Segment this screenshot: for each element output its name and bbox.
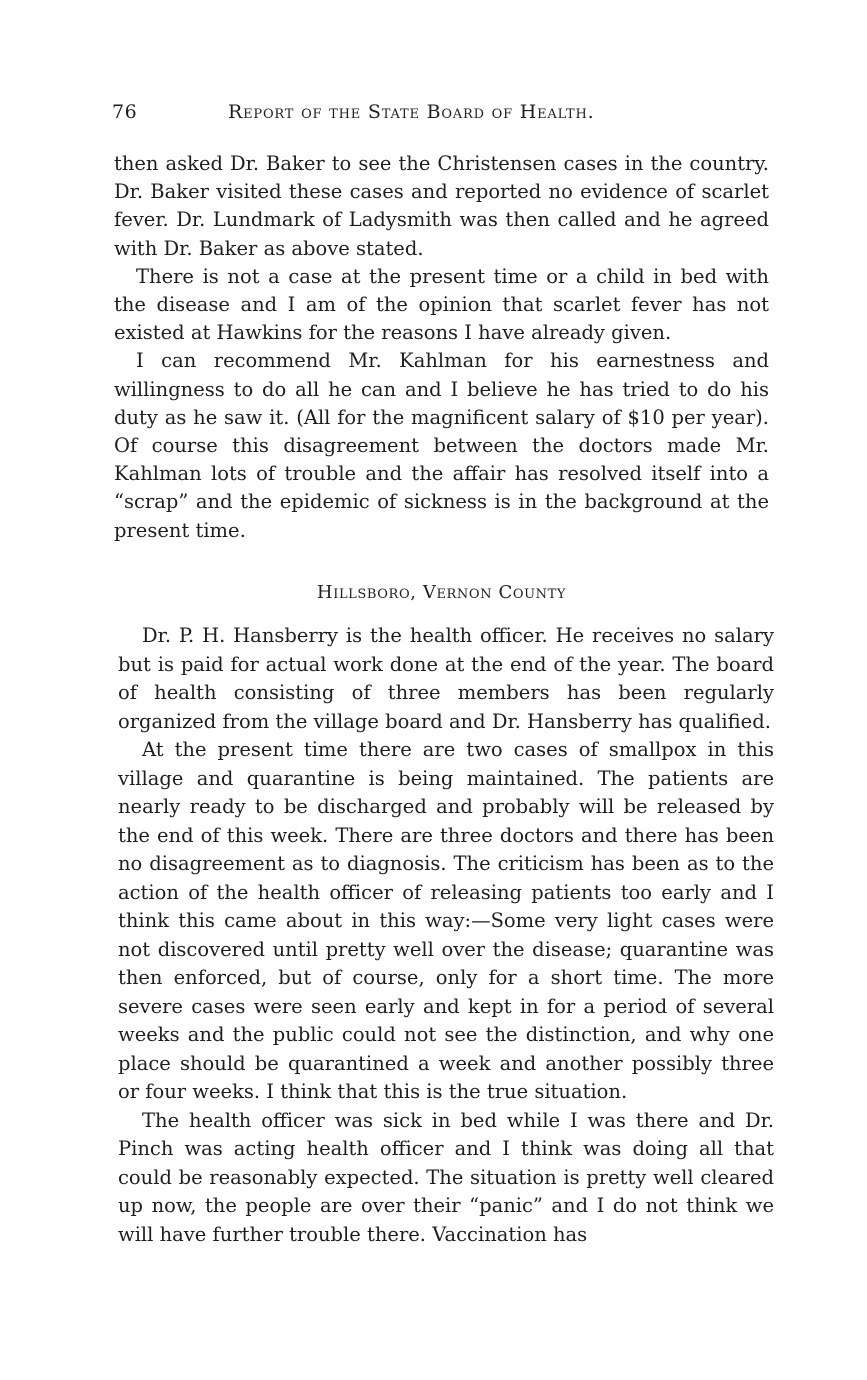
paragraph: There is not a case at the present time or a child in bed with the disease and I am of the opinion that scarlet fever has not existed at Hawkins for the reasons I have already given. <box>114 264 769 345</box>
page-header <box>112 101 772 131</box>
section-hawkins-text <box>114 150 769 545</box>
paragraph: The health officer was sick in bed while I was there and Dr. Pinch was acting health officer and I think was doing all that could be reasonably expected. The situation is pretty well cleared up now, the people are over their “panic” and I do not think we will have further trouble there. Vaccination has <box>118 1108 774 1246</box>
page-number: 76 <box>112 101 138 123</box>
running-head: Report of the State Board of Health. <box>228 101 595 123</box>
section-heading: Hillsboro, Vernon County <box>316 582 567 603</box>
paragraph: Dr. P. H. Hansberry is the health officer. He receives no salary but is paid for actual work done at the end of the year. The board of health consisting of three members has been regularly organized from the village board and Dr. Hansberry has qualified. <box>118 624 774 733</box>
section-hillsboro-text <box>118 622 774 1249</box>
paragraph: At the present time there are two cases of smallpox in this village and quarantine is being maintained. The patients are nearly ready to be discharged and probably will be released by the end of this week. There are three doctors and there has been no disagreement as to diagnosis. The criticism has been as to the action of the health officer of releasing patients too early and I think this came about in this way:—Some very light cases were not discovered until pretty well over the disease; quarantine was then enforced, but of course, only for a short time. The more severe cases were seen early and kept in for a period of several weeks and the public could not see the distinction, and why one place should be quarantined a week and another possibly three or four weeks. I think that this is the true situation. <box>118 738 774 1103</box>
paragraph: I can recommend Mr. Kahlman for his earnestness and willingness to do all he can and I believe he has tried to do his duty as he saw it. (All for the magnificent salary of $10 per year). Of course this disagreement between the doctors made Mr. Kahlman lots of trouble and the affair has resolved itself into a “scrap” and the epidemic of sickness is in the background at the present time. <box>114 349 769 542</box>
paragraph: then asked Dr. Baker to see the Christensen cases in the country. Dr. Baker visited these cases and reported no evidence of scarlet fever. Dr. Lundmark of Ladysmith was then called and he agreed with Dr. Baker as above stated. <box>114 152 769 260</box>
